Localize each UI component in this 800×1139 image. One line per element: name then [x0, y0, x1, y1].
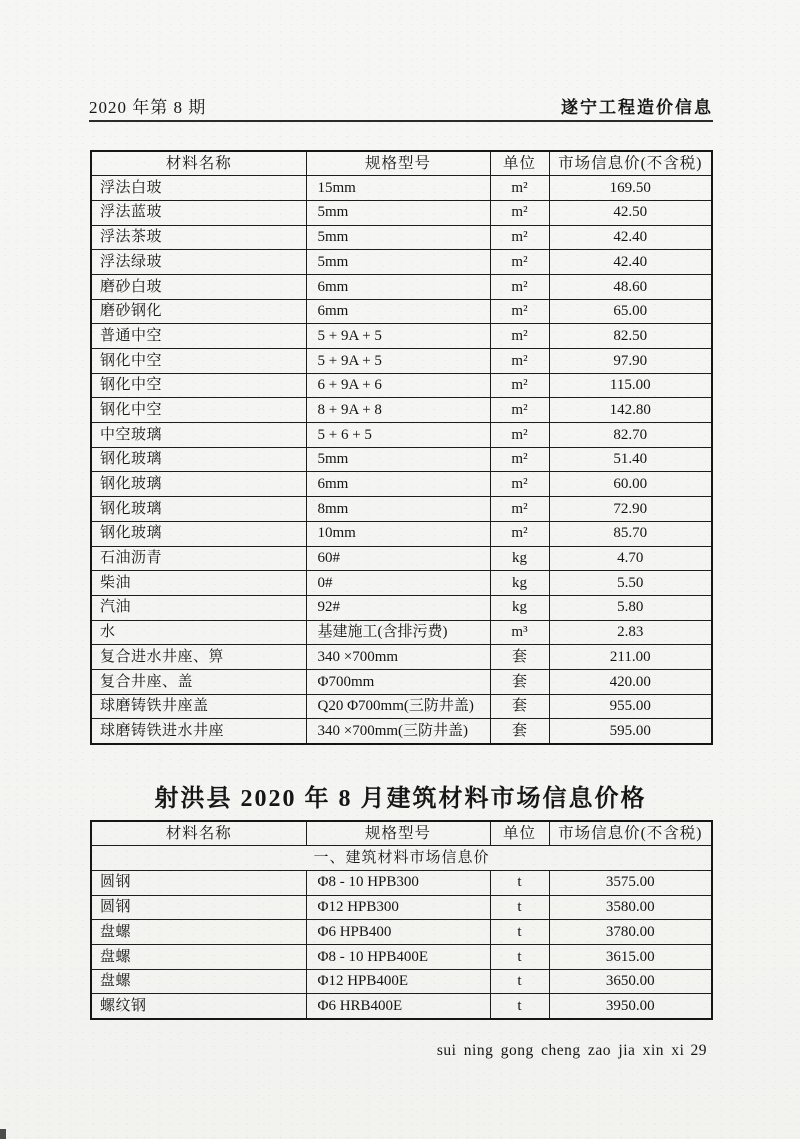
- table-row: [91, 920, 712, 945]
- table-cell: 15mm: [306, 176, 490, 201]
- table-cell: 基建施工(含排污费): [306, 620, 490, 645]
- table-row: [91, 373, 712, 398]
- table-header-row: [91, 821, 712, 846]
- table-cell: 圆钢: [91, 895, 306, 920]
- column-header: 市场信息价(不含税): [549, 821, 712, 846]
- table-cell: m²: [490, 472, 549, 497]
- table-cell: m²: [490, 250, 549, 275]
- table-cell: m²: [490, 398, 549, 423]
- table-cell: kg: [490, 571, 549, 596]
- table-cell: 5.50: [549, 571, 712, 596]
- table-cell: t: [490, 870, 549, 895]
- table-cell: 595.00: [549, 719, 712, 744]
- table-cell: 8 + 9A + 8: [306, 398, 490, 423]
- table-row: [91, 324, 712, 349]
- page-header: [89, 93, 713, 122]
- table-cell: 211.00: [549, 645, 712, 670]
- table-cell: 10mm: [306, 521, 490, 546]
- table-cell: kg: [490, 595, 549, 620]
- issue-label: 2020 年第 8 期: [89, 98, 207, 117]
- table-cell: 0#: [306, 571, 490, 596]
- table-cell: 钢化中空: [91, 398, 306, 423]
- table-cell: 6mm: [306, 274, 490, 299]
- table-row: [91, 176, 712, 201]
- table-cell: Φ8 - 10 HPB400E: [306, 944, 490, 969]
- table-cell: 3615.00: [549, 944, 712, 969]
- table-cell: m²: [490, 176, 549, 201]
- table-row: [91, 994, 712, 1019]
- table-row: [91, 423, 712, 448]
- section-title: 射洪县 2020 年 8 月建筑材料市场信息价格: [154, 786, 647, 812]
- table-cell: 85.70: [549, 521, 712, 546]
- table-cell: kg: [490, 546, 549, 571]
- table-cell: 3780.00: [549, 920, 712, 945]
- table-cell: 钢化玻璃: [91, 472, 306, 497]
- page-number: 29: [690, 1042, 707, 1059]
- table-cell: 72.90: [549, 497, 712, 522]
- table-cell: t: [490, 969, 549, 994]
- table-row: [91, 595, 712, 620]
- table-cell: 115.00: [549, 373, 712, 398]
- table-cell: 磨砂钢化: [91, 299, 306, 324]
- table-cell: t: [490, 944, 549, 969]
- table-cell: 钢化玻璃: [91, 497, 306, 522]
- table-row: [91, 969, 712, 994]
- table-row: [91, 472, 712, 497]
- table-cell: 浮法茶玻: [91, 225, 306, 250]
- table-cell: m²: [490, 299, 549, 324]
- table-cell: 97.90: [549, 349, 712, 374]
- table-cell: 5mm: [306, 225, 490, 250]
- table-row: [91, 870, 712, 895]
- table-row: [91, 225, 712, 250]
- table-cell: 套: [490, 645, 549, 670]
- table-cell: 浮法白玻: [91, 176, 306, 201]
- table-cell: 42.40: [549, 250, 712, 275]
- table-cell: 钢化玻璃: [91, 447, 306, 472]
- table-cell: 钢化中空: [91, 373, 306, 398]
- table-row: [91, 349, 712, 374]
- table-cell: 3575.00: [549, 870, 712, 895]
- table-cell: 3580.00: [549, 895, 712, 920]
- table-cell: 82.70: [549, 423, 712, 448]
- table-row: [91, 200, 712, 225]
- table-cell: m²: [490, 274, 549, 299]
- table-cell: 普通中空: [91, 324, 306, 349]
- table-cell: 82.50: [549, 324, 712, 349]
- table-cell: 60.00: [549, 472, 712, 497]
- table-cell: Φ8 - 10 HPB300: [306, 870, 490, 895]
- column-header: 材料名称: [91, 151, 306, 176]
- table-cell: m²: [490, 497, 549, 522]
- column-header: 规格型号: [306, 151, 490, 176]
- table-cell: m³: [490, 620, 549, 645]
- table-cell: 142.80: [549, 398, 712, 423]
- table-cell: 柴油: [91, 571, 306, 596]
- table-row: [91, 447, 712, 472]
- table-cell: 石油沥青: [91, 546, 306, 571]
- table-cell: 5 + 9A + 5: [306, 349, 490, 374]
- table-cell: 球磨铸铁井座盖: [91, 694, 306, 719]
- table-cell: 水: [91, 620, 306, 645]
- scan-artifact: [0, 1129, 6, 1139]
- table-cell: 169.50: [549, 176, 712, 201]
- table-cell: 盘螺: [91, 969, 306, 994]
- table-cell: Φ700mm: [306, 669, 490, 694]
- table-header-row: [91, 151, 712, 176]
- table-row: [91, 895, 712, 920]
- table-cell: t: [490, 895, 549, 920]
- table-row: [91, 719, 712, 744]
- table-cell: t: [490, 920, 549, 945]
- table-cell: Φ6 HPB400: [306, 920, 490, 945]
- table-cell: 51.40: [549, 447, 712, 472]
- table-cell: m²: [490, 200, 549, 225]
- table-row: [91, 497, 712, 522]
- table-cell: 6mm: [306, 472, 490, 497]
- table-row: [91, 299, 712, 324]
- shehong-price-table: [90, 820, 713, 1020]
- table-cell: 48.60: [549, 274, 712, 299]
- table-cell: 5mm: [306, 200, 490, 225]
- table-cell: 汽油: [91, 595, 306, 620]
- table-cell: 6 + 9A + 6: [306, 373, 490, 398]
- table-cell: 60#: [306, 546, 490, 571]
- table-cell: 92#: [306, 595, 490, 620]
- page-footer: [437, 1042, 707, 1060]
- table-cell: 340 ×700mm: [306, 645, 490, 670]
- table-cell: 复合井座、盖: [91, 669, 306, 694]
- table-cell: 套: [490, 694, 549, 719]
- suining-price-table: [90, 150, 713, 745]
- table-row: [91, 620, 712, 645]
- journal-title: 遂宁工程造价信息: [561, 98, 713, 117]
- table-cell: m²: [490, 225, 549, 250]
- table-cell: t: [490, 994, 549, 1019]
- table-cell: 2.83: [549, 620, 712, 645]
- table-cell: Φ12 HPB400E: [306, 969, 490, 994]
- table-cell: 套: [490, 719, 549, 744]
- table-row: [91, 546, 712, 571]
- section-row-label: 一、建筑材料市场信息价: [91, 846, 712, 871]
- table-row: [91, 694, 712, 719]
- table-cell: 42.40: [549, 225, 712, 250]
- table-cell: 钢化玻璃: [91, 521, 306, 546]
- table-cell: m²: [490, 447, 549, 472]
- column-header: 单位: [490, 151, 549, 176]
- table-cell: Φ6 HRB400E: [306, 994, 490, 1019]
- table-cell: 钢化中空: [91, 349, 306, 374]
- table-cell: 球磨铸铁进水井座: [91, 719, 306, 744]
- column-header: 单位: [490, 821, 549, 846]
- table-cell: 5mm: [306, 250, 490, 275]
- table-row: [91, 250, 712, 275]
- table-row: [91, 645, 712, 670]
- table-cell: m²: [490, 324, 549, 349]
- table-cell: 65.00: [549, 299, 712, 324]
- table-cell: 3650.00: [549, 969, 712, 994]
- table-cell: 圆钢: [91, 870, 306, 895]
- table-row: [91, 944, 712, 969]
- table-cell: 955.00: [549, 694, 712, 719]
- table-cell: 3950.00: [549, 994, 712, 1019]
- table-cell: 8mm: [306, 497, 490, 522]
- footer-pinyin: sui ning gong cheng zao jia xin xi: [436, 1042, 685, 1059]
- table-cell: 5.80: [549, 595, 712, 620]
- table-cell: m²: [490, 423, 549, 448]
- table-cell: 4.70: [549, 546, 712, 571]
- table-row: [91, 398, 712, 423]
- table-cell: 5 + 6 + 5: [306, 423, 490, 448]
- table-row: [91, 521, 712, 546]
- table-row: [91, 669, 712, 694]
- table-cell: 42.50: [549, 200, 712, 225]
- table-cell: 复合进水井座、箅: [91, 645, 306, 670]
- table-cell: m²: [490, 521, 549, 546]
- table-cell: 6mm: [306, 299, 490, 324]
- table-cell: 5mm: [306, 447, 490, 472]
- table-cell: Φ12 HPB300: [306, 895, 490, 920]
- table-cell: 盘螺: [91, 920, 306, 945]
- table-cell: 5 + 9A + 5: [306, 324, 490, 349]
- table-cell: 磨砂白玻: [91, 274, 306, 299]
- table-cell: 盘螺: [91, 944, 306, 969]
- table-row: [91, 571, 712, 596]
- table-cell: 浮法绿玻: [91, 250, 306, 275]
- table-cell: Q20 Φ700mm(三防井盖): [306, 694, 490, 719]
- table-cell: 中空玻璃: [91, 423, 306, 448]
- table-cell: m²: [490, 373, 549, 398]
- table-cell: 340 ×700mm(三防井盖): [306, 719, 490, 744]
- table-row: [91, 274, 712, 299]
- column-header: 规格型号: [306, 821, 490, 846]
- table-cell: 420.00: [549, 669, 712, 694]
- column-header: 市场信息价(不含税): [549, 151, 712, 176]
- table-cell: 螺纹钢: [91, 994, 306, 1019]
- table-cell: 浮法蓝玻: [91, 200, 306, 225]
- section-row: [91, 846, 712, 871]
- table-cell: m²: [490, 349, 549, 374]
- column-header: 材料名称: [91, 821, 306, 846]
- table-cell: 套: [490, 669, 549, 694]
